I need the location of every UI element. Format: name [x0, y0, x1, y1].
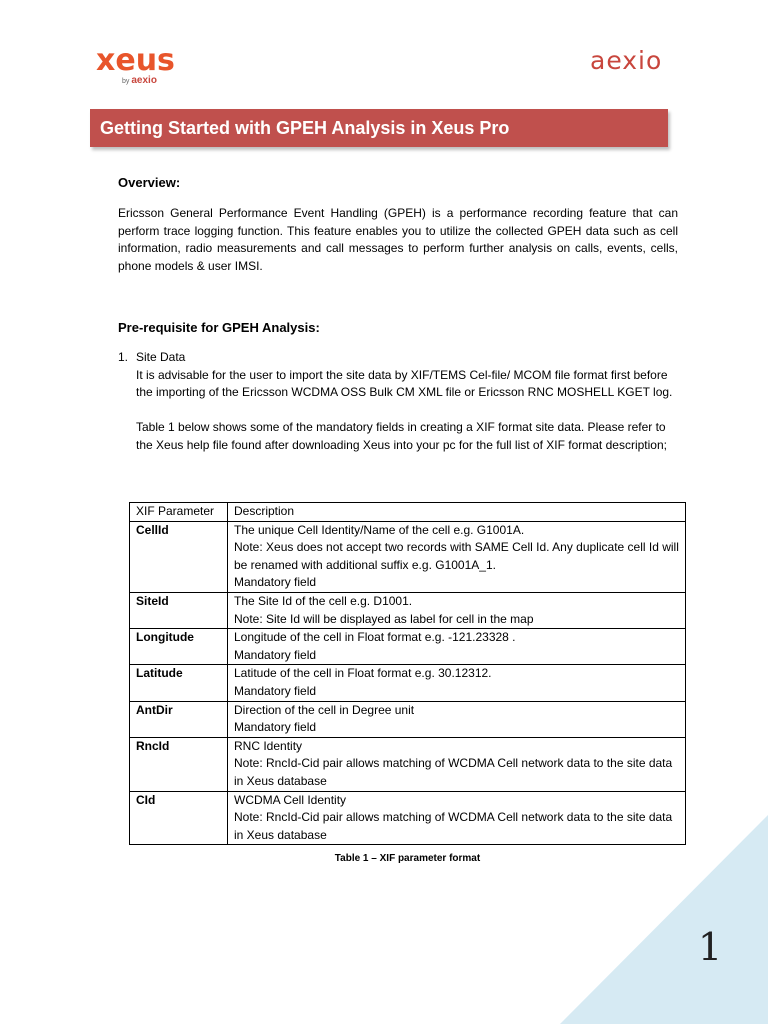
table-row	[130, 592, 686, 628]
description-cell	[228, 592, 686, 628]
param-cell: CellId	[130, 521, 228, 592]
param-cell: AntDir	[130, 701, 228, 737]
description-line: Note: RncId-Cid pair allows matching of WCDMA Cell network data to the site data in Xeus database	[234, 756, 673, 788]
description-line: Latitude of the cell in Float format e.g. 30.12312.	[234, 666, 492, 681]
table-row	[130, 701, 686, 737]
description-line: Direction of the cell in Degree unit	[234, 702, 415, 717]
description-line: The Site Id of the cell e.g. D1001.	[234, 593, 413, 608]
description-line: Note: Xeus does not accept two records with SAME Cell Id. Any duplicate cell Id will be renamed with additional suffix e.g. G1001A_1.	[234, 540, 679, 572]
page-title: Getting Started with GPEH Analysis in Xeus Pro	[100, 118, 510, 138]
prereq-heading: Pre-requisite for GPEH Analysis:	[118, 320, 320, 335]
aexio-logo: aexio	[590, 46, 663, 75]
xeus-logo-text: xeus	[96, 43, 175, 78]
table-row	[130, 665, 686, 701]
table-caption: Table 1 – XIF parameter format	[334, 853, 481, 864]
xeus-logo-by: by	[122, 78, 130, 85]
list-item-site-data	[136, 349, 676, 454]
table-row	[130, 629, 686, 665]
description-line: Mandatory field	[234, 720, 317, 735]
description-cell	[228, 665, 686, 701]
overview-paragraph: Ericsson General Performance Event Handling (GPEH) is a performance recording feature that can perform trace logging function. This feature enables you to utilize the collected GPEH data such as cell information, radio measurements and call messages to perform further analysis on calls, events, cells, phone models & user IMSI.	[118, 206, 678, 273]
param-cell: RncId	[130, 737, 228, 791]
xif-parameter-table	[129, 502, 686, 845]
xeus-logo-byline	[122, 77, 157, 86]
list-item-table-intro: Table 1 below shows some of the mandatory fields in creating a XIF format site data. Please refer to the Xeus help file found after downloading Xeus into your pc for the full list of XIF format description;	[136, 420, 667, 452]
description-line: Note: Site Id will be displayed as label for cell in the map	[234, 611, 534, 626]
description-cell	[228, 629, 686, 665]
description-line: Note: RncId-Cid pair allows matching of WCDMA Cell network data to the site data in Xeus database	[234, 810, 673, 842]
param-cell: CId	[130, 791, 228, 845]
list-item-text: It is advisable for the user to import the site data by XIF/TEMS Cel-file/ MCOM file format first before the importing of the Ericsson WCDMA OSS Bulk CM XML file or Ericsson RNC MOSHELL KGET log.	[136, 367, 673, 399]
description-cell	[228, 791, 686, 845]
column-header-description: Description	[228, 503, 686, 522]
table-header-row	[130, 503, 686, 522]
description-line: Longitude of the cell in Float format e.g. -121.23328 .	[234, 630, 516, 645]
overview-heading: Overview:	[118, 175, 181, 190]
table-row	[130, 521, 686, 592]
page-number: 1	[698, 925, 723, 969]
xeus-logo-brand: aexio	[131, 75, 157, 86]
description-cell	[228, 521, 686, 592]
description-line: The unique Cell Identity/Name of the cell e.g. G1001A.	[234, 522, 525, 537]
table-row	[130, 791, 686, 845]
description-line: WCDMA Cell Identity	[234, 792, 347, 807]
param-cell: SiteId	[130, 592, 228, 628]
description-cell	[228, 737, 686, 791]
description-cell	[228, 701, 686, 737]
description-line: Mandatory field	[234, 683, 317, 698]
table-row	[130, 737, 686, 791]
title-banner	[90, 109, 668, 147]
description-line: RNC Identity	[234, 738, 303, 753]
description-line: Mandatory field	[234, 647, 317, 662]
param-cell: Longitude	[130, 629, 228, 665]
list-item-title: Site Data	[136, 350, 186, 364]
column-header-parameter: XIF Parameter	[130, 503, 228, 522]
xeus-logo	[96, 43, 175, 86]
param-cell: Latitude	[130, 665, 228, 701]
list-item-number: 1.	[118, 350, 129, 364]
description-line: Mandatory field	[234, 575, 317, 590]
